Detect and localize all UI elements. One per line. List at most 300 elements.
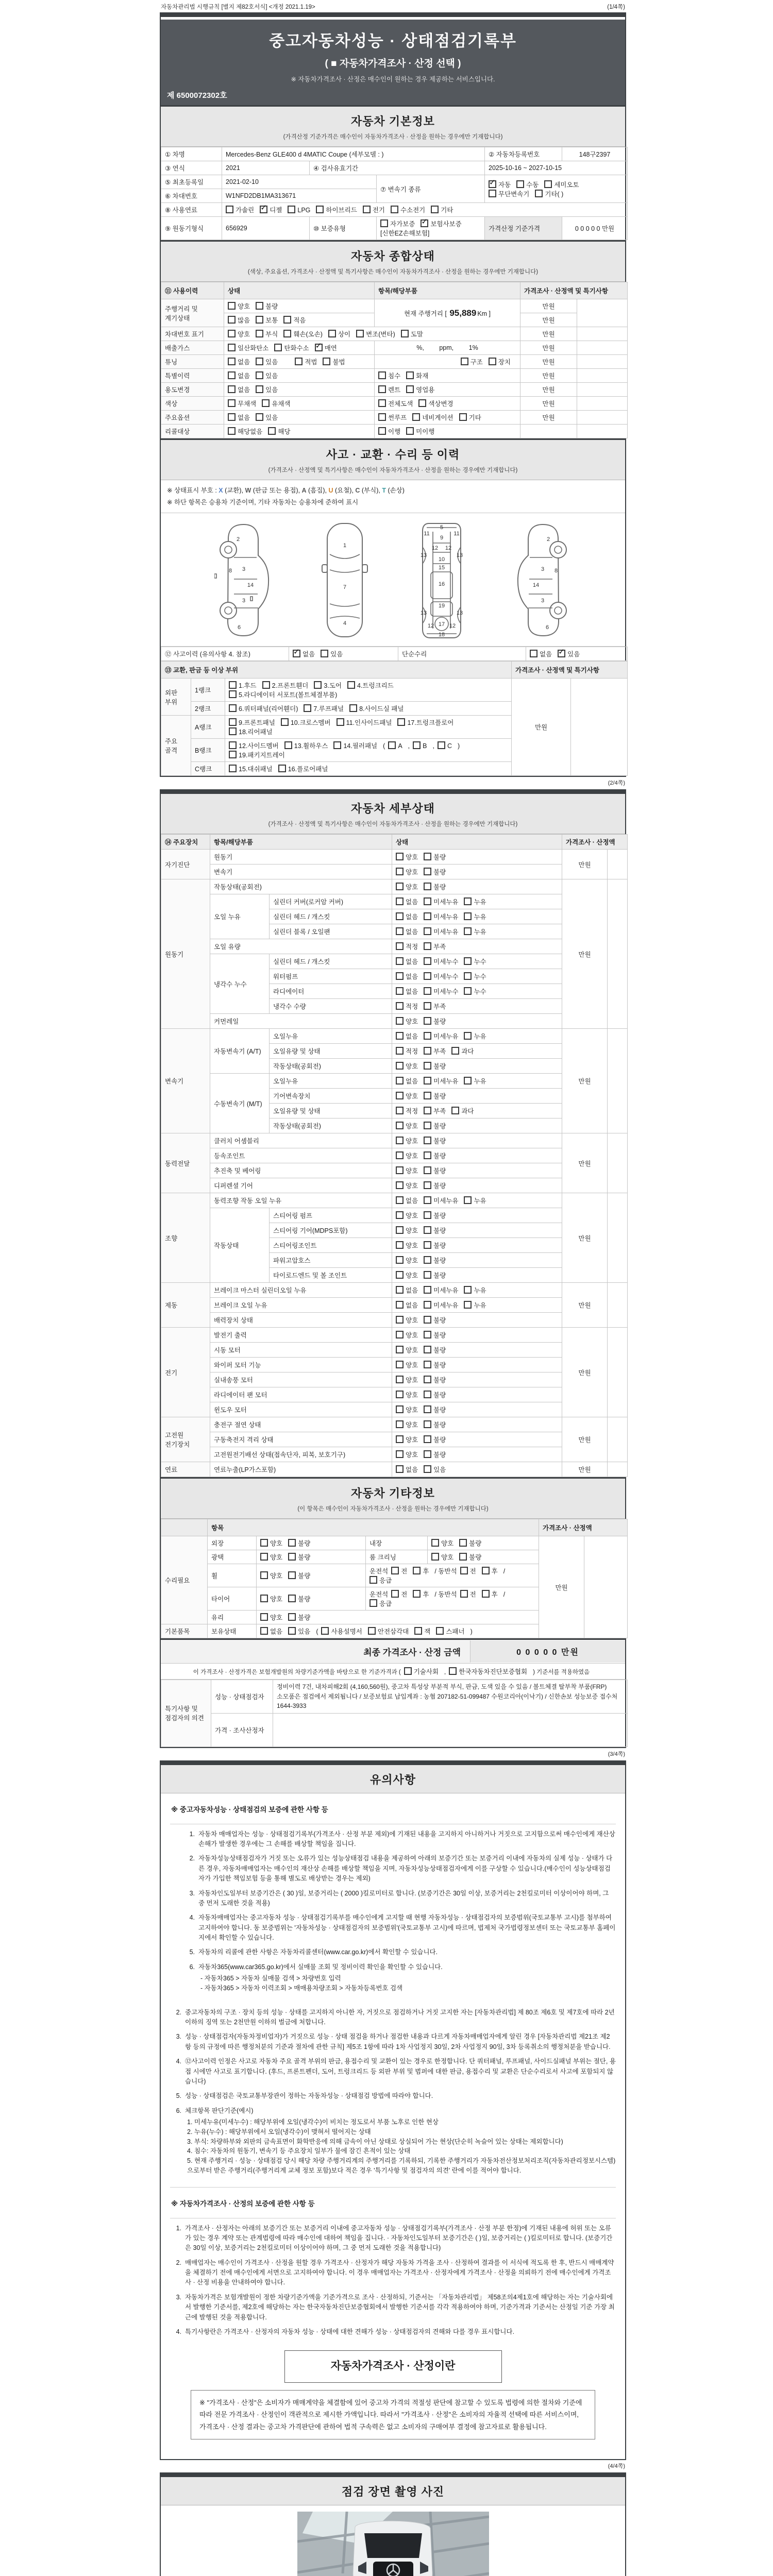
- checkbox[interactable]: 없음: [396, 928, 418, 936]
- checkbox[interactable]: 양호: [396, 884, 418, 891]
- checkbox[interactable]: 양호: [396, 1317, 418, 1324]
- checkbox[interactable]: 부족: [424, 943, 446, 951]
- checkbox[interactable]: 있음: [424, 1466, 446, 1473]
- checkbox[interactable]: 불량: [424, 1421, 446, 1429]
- checkbox[interactable]: 불량: [256, 303, 278, 310]
- checkbox[interactable]: ✓ 디젤: [260, 207, 282, 214]
- table-cell[interactable]: [289, 647, 398, 661]
- checkbox[interactable]: 기술사회: [404, 1669, 439, 1675]
- table-cell[interactable]: [392, 1163, 562, 1178]
- checkbox[interactable]: 불량: [459, 1554, 481, 1561]
- checkbox[interactable]: 장치: [489, 359, 511, 366]
- table-cell[interactable]: [392, 1417, 562, 1432]
- checkbox[interactable]: 불량: [424, 1362, 446, 1369]
- table-cell[interactable]: [392, 1462, 562, 1477]
- checkbox[interactable]: 불량: [424, 1332, 446, 1339]
- table-cell[interactable]: [392, 1059, 562, 1074]
- checkbox[interactable]: 있음: [256, 359, 278, 366]
- checkbox[interactable]: 탄화수소: [274, 345, 309, 352]
- checkbox[interactable]: 잭: [414, 1628, 430, 1635]
- checkbox[interactable]: 후: [482, 1568, 498, 1575]
- checkbox[interactable]: 누유: [464, 1078, 486, 1085]
- checkbox[interactable]: 양호: [396, 1212, 418, 1219]
- table-cell[interactable]: [392, 1104, 562, 1118]
- checkbox[interactable]: 전: [391, 1568, 407, 1575]
- checkbox[interactable]: 한국자동차진단보증협회: [449, 1669, 527, 1675]
- checkbox[interactable]: 없음: [396, 1466, 418, 1473]
- checkbox[interactable]: A: [388, 742, 402, 750]
- checkbox[interactable]: 전: [460, 1568, 476, 1575]
- checkbox[interactable]: 기타: [459, 414, 481, 421]
- checkbox[interactable]: 적정: [396, 943, 418, 951]
- checkbox[interactable]: 없음: [530, 651, 552, 658]
- checkbox[interactable]: 누유: [464, 1287, 486, 1294]
- car-diagram-top[interactable]: [311, 520, 378, 640]
- table-cell[interactable]: [225, 716, 512, 739]
- checkbox[interactable]: 침수: [378, 372, 400, 380]
- checkbox[interactable]: 불량: [424, 1406, 446, 1414]
- table-cell[interactable]: [392, 1298, 562, 1313]
- checkbox[interactable]: 있음: [256, 414, 278, 421]
- checkbox[interactable]: 15.대쉬패널: [229, 766, 273, 773]
- checkbox[interactable]: 불량: [459, 1540, 481, 1547]
- checkbox[interactable]: 후: [413, 1591, 429, 1598]
- checkbox[interactable]: 없음: [396, 913, 418, 921]
- table-cell[interactable]: [392, 1328, 562, 1343]
- checkbox[interactable]: 양호: [396, 1257, 418, 1264]
- checkbox[interactable]: 양호: [396, 1242, 418, 1249]
- table-cell[interactable]: [392, 939, 562, 954]
- table-cell[interactable]: [392, 894, 562, 909]
- table-cell: 현재 주행거리 [ 95,889 Km ]: [375, 299, 520, 327]
- table-cell[interactable]: [392, 1283, 562, 1298]
- inline-text: / 동반석: [434, 1591, 457, 1598]
- checkbox[interactable]: 18.리어패널: [229, 728, 273, 736]
- checkbox[interactable]: 불량: [288, 1596, 310, 1603]
- checkbox[interactable]: 미세누유: [424, 1033, 458, 1040]
- checkbox[interactable]: LPG: [288, 207, 310, 214]
- checkbox[interactable]: 없음: [228, 372, 250, 380]
- table-cell[interactable]: [257, 1536, 366, 1550]
- checkbox[interactable]: 영업용: [406, 386, 434, 394]
- table-cell[interactable]: [392, 850, 562, 865]
- checkbox[interactable]: C: [438, 742, 452, 750]
- checkbox[interactable]: 불량: [424, 1138, 446, 1145]
- table-cell[interactable]: [392, 1387, 562, 1402]
- checkbox[interactable]: ✓자동: [489, 181, 511, 189]
- table-cell[interactable]: [392, 865, 562, 879]
- checkbox[interactable]: 사용설명서: [321, 1628, 362, 1635]
- table-cell[interactable]: [392, 1208, 562, 1223]
- table-cell[interactable]: [392, 1148, 562, 1163]
- checkbox[interactable]: 불량: [424, 854, 446, 861]
- checkbox[interactable]: 불량: [288, 1614, 310, 1621]
- checkbox[interactable]: 양호: [396, 1063, 418, 1070]
- table-cell[interactable]: [392, 1029, 562, 1044]
- checkbox[interactable]: 불량: [288, 1572, 310, 1580]
- checkbox[interactable]: 전기: [363, 207, 385, 214]
- checkbox[interactable]: 일산화탄소: [228, 345, 268, 352]
- table-cell[interactable]: [392, 924, 562, 939]
- checkbox[interactable]: ✓ 없음: [293, 651, 315, 658]
- table-cell[interactable]: [377, 217, 485, 240]
- checkbox[interactable]: 불량: [424, 1242, 446, 1249]
- table-cell[interactable]: [392, 1268, 562, 1283]
- checkbox[interactable]: 유채색: [262, 400, 290, 408]
- checkbox[interactable]: 불량: [424, 1272, 446, 1279]
- checkbox[interactable]: 썬루프: [378, 414, 407, 421]
- checkbox[interactable]: 후: [413, 1568, 429, 1575]
- table-cell[interactable]: [392, 954, 562, 969]
- checkbox[interactable]: 없음: [396, 899, 418, 906]
- table-cell[interactable]: [224, 341, 375, 355]
- checkbox[interactable]: 양호: [228, 331, 250, 338]
- checkbox[interactable]: 양호: [260, 1596, 282, 1603]
- checkbox[interactable]: 있음: [256, 372, 278, 380]
- table-cell[interactable]: [257, 1587, 366, 1611]
- checkbox[interactable]: 응급: [369, 1577, 392, 1584]
- checkbox[interactable]: 16.플로어패널: [278, 766, 328, 773]
- checkbox[interactable]: 양호: [396, 1093, 418, 1100]
- checkbox[interactable]: 누유: [464, 1033, 486, 1040]
- checkbox[interactable]: 양호: [396, 1018, 418, 1025]
- checkbox[interactable]: 수동: [516, 181, 539, 189]
- checkbox[interactable]: 수소전기: [391, 207, 425, 214]
- checkbox[interactable]: 해당: [268, 428, 290, 435]
- table-cell[interactable]: [224, 313, 375, 327]
- checkbox[interactable]: 7.루프패널: [304, 705, 344, 713]
- car-diagram-side-right[interactable]: [505, 520, 572, 640]
- table-cell[interactable]: [392, 1133, 562, 1148]
- checkbox[interactable]: 자가보증: [380, 221, 415, 228]
- checkbox[interactable]: 불량: [424, 1182, 446, 1190]
- checkbox[interactable]: B: [413, 742, 427, 750]
- checkbox[interactable]: 미세누유: [424, 899, 458, 906]
- table-cell[interactable]: [257, 1611, 539, 1624]
- checkbox[interactable]: 전: [460, 1591, 476, 1598]
- checkbox[interactable]: 불량: [424, 1257, 446, 1264]
- checkbox[interactable]: 기타: [431, 207, 453, 214]
- checkbox[interactable]: 양호: [228, 303, 250, 310]
- checkbox[interactable]: 미세누수: [424, 973, 458, 980]
- checkbox[interactable]: 과다: [451, 1048, 474, 1055]
- checkbox[interactable]: 양호: [396, 1332, 418, 1339]
- checkbox[interactable]: 누유: [464, 913, 486, 921]
- document-title: 중고자동차성능 · 상태점검기록부: [269, 32, 517, 50]
- table-cell[interactable]: [392, 1238, 562, 1253]
- checkbox[interactable]: 네비게이션: [412, 414, 453, 421]
- checkbox[interactable]: 구조: [461, 359, 483, 366]
- checkbox[interactable]: 불량: [424, 1227, 446, 1234]
- checkbox[interactable]: 부족: [424, 1048, 446, 1055]
- checkbox[interactable]: 스패너: [436, 1628, 464, 1635]
- table-cell[interactable]: [375, 369, 520, 383]
- checkbox[interactable]: 불법: [323, 359, 345, 366]
- table-cell[interactable]: [225, 702, 512, 716]
- table-cell[interactable]: [224, 369, 375, 383]
- table-cell[interactable]: [224, 383, 375, 397]
- checkbox[interactable]: ✓ 있음: [558, 651, 580, 658]
- table-cell[interactable]: [375, 425, 520, 438]
- table-cell[interactable]: [225, 762, 512, 776]
- checkbox[interactable]: 양호: [396, 1392, 418, 1399]
- checkbox[interactable]: 양호: [396, 854, 418, 861]
- checkbox[interactable]: 미세누수: [424, 988, 458, 995]
- checkbox[interactable]: 양호: [396, 1362, 418, 1369]
- table-cell[interactable]: [224, 327, 520, 341]
- checkbox[interactable]: 해당없음: [228, 428, 262, 435]
- checkbox[interactable]: 불량: [424, 1167, 446, 1175]
- table-cell[interactable]: [222, 203, 628, 217]
- table-cell[interactable]: [375, 383, 520, 397]
- car-diagram-underbody[interactable]: [408, 520, 475, 640]
- checkbox[interactable]: 불량: [424, 1123, 446, 1130]
- checkbox[interactable]: 미세누유: [424, 1287, 458, 1294]
- checkbox[interactable]: 19.패키지트레이: [229, 752, 285, 759]
- checkbox[interactable]: 훼손(오손): [283, 331, 323, 338]
- checkbox[interactable]: 양호: [396, 1138, 418, 1145]
- checkbox[interactable]: 14.필러패널: [333, 742, 377, 750]
- checkbox[interactable]: 적정: [396, 1108, 418, 1115]
- checkbox[interactable]: 불량: [424, 1317, 446, 1324]
- checkbox[interactable]: 양호: [396, 1182, 418, 1190]
- checkbox[interactable]: 부족: [424, 1108, 446, 1115]
- table-cell[interactable]: [392, 909, 562, 924]
- checkbox[interactable]: 양호: [396, 1123, 418, 1130]
- table-cell[interactable]: [392, 1178, 562, 1193]
- checkbox[interactable]: 응급: [369, 1600, 392, 1607]
- checkbox[interactable]: 양호: [260, 1614, 282, 1621]
- checkbox[interactable]: 없음: [228, 386, 250, 394]
- checkbox[interactable]: 9.프론트패널: [229, 719, 275, 726]
- checkbox[interactable]: 양호: [396, 1153, 418, 1160]
- checkbox[interactable]: 있음: [256, 386, 278, 394]
- checkbox[interactable]: 양호: [260, 1540, 282, 1547]
- checkbox[interactable]: 미세누유: [424, 1078, 458, 1085]
- table-cell[interactable]: [392, 1014, 562, 1029]
- checkbox[interactable]: 부식: [256, 331, 278, 338]
- checkbox[interactable]: 17.트렁크플로어: [397, 719, 453, 726]
- checkbox[interactable]: 색상변경: [418, 400, 453, 408]
- checkbox[interactable]: 없음: [396, 1078, 418, 1085]
- checkbox[interactable]: 불량: [424, 1392, 446, 1399]
- table-cell[interactable]: [225, 739, 512, 762]
- table-cell[interactable]: [428, 1536, 539, 1550]
- table-cell[interactable]: [392, 999, 562, 1014]
- checkbox[interactable]: 3.도어: [314, 682, 342, 689]
- checkbox[interactable]: 미세누유: [424, 1197, 458, 1205]
- checkbox[interactable]: 불량: [288, 1554, 310, 1561]
- checkbox[interactable]: 불량: [424, 1153, 446, 1160]
- checkbox[interactable]: 무채색: [228, 400, 256, 408]
- checkbox[interactable]: 렌트: [378, 386, 400, 394]
- checkbox[interactable]: 후: [482, 1591, 498, 1598]
- checkbox[interactable]: 누수: [464, 988, 486, 995]
- table-cell[interactable]: [257, 1550, 366, 1564]
- checkbox[interactable]: 양호: [260, 1572, 282, 1580]
- checkbox[interactable]: 누유: [464, 928, 486, 936]
- checkbox[interactable]: 13.휠하우스: [284, 742, 328, 750]
- table-cell[interactable]: [485, 175, 628, 203]
- checkbox[interactable]: 불량: [424, 1018, 446, 1025]
- table-cell[interactable]: [392, 1253, 562, 1268]
- checkbox[interactable]: 양호: [431, 1554, 453, 1561]
- checkbox[interactable]: 양호: [396, 1406, 418, 1414]
- checkbox[interactable]: 누수: [464, 958, 486, 965]
- checkbox[interactable]: 있음: [288, 1628, 310, 1635]
- checkbox[interactable]: 없음: [396, 1197, 418, 1205]
- checkbox[interactable]: 불량: [424, 1063, 446, 1070]
- checkbox[interactable]: 양호: [396, 1436, 418, 1444]
- checkbox[interactable]: 양호: [396, 1227, 418, 1234]
- checkbox[interactable]: 11.인사이드패널: [337, 719, 392, 726]
- checkbox[interactable]: 1.후드: [229, 682, 257, 689]
- checkbox[interactable]: 없음: [396, 1287, 418, 1294]
- checkbox[interactable]: 양호: [396, 1272, 418, 1279]
- checkbox[interactable]: 없음: [228, 359, 250, 366]
- table-cell[interactable]: [224, 299, 375, 313]
- checkbox[interactable]: 하이브리드: [316, 207, 357, 214]
- table-cell[interactable]: [392, 1223, 562, 1238]
- checkbox[interactable]: 가솔린: [226, 207, 254, 214]
- checkbox[interactable]: 상이: [328, 331, 350, 338]
- checkbox[interactable]: 미세누유: [424, 913, 458, 921]
- checkbox[interactable]: 적정: [396, 1003, 418, 1010]
- checkbox[interactable]: 4.트렁크리드: [347, 682, 394, 689]
- checkbox[interactable]: 과다: [451, 1108, 474, 1115]
- table-cell: 만원: [562, 1193, 608, 1283]
- checkbox[interactable]: 불량: [424, 1377, 446, 1384]
- final-price-value: 0 0 0 0 0 만원: [470, 1640, 625, 1663]
- checkbox[interactable]: 6.쿼터패널(리어휀더): [229, 705, 298, 713]
- table-cell[interactable]: [392, 1402, 562, 1417]
- checkbox[interactable]: 적음: [283, 317, 306, 324]
- table-cell[interactable]: [392, 1358, 562, 1372]
- table-cell[interactable]: [392, 1432, 562, 1447]
- table-cell[interactable]: [392, 1074, 562, 1089]
- checkbox[interactable]: 없음: [396, 973, 418, 980]
- table-cell: 동력전달: [161, 1133, 210, 1193]
- checkbox[interactable]: 무단변속기: [489, 191, 529, 198]
- checkbox[interactable]: 불량: [288, 1540, 310, 1547]
- table-cell[interactable]: [375, 397, 520, 411]
- checkbox[interactable]: 불량: [424, 1212, 446, 1219]
- table-cell[interactable]: [392, 1089, 562, 1104]
- checkbox[interactable]: 누유: [464, 1197, 486, 1205]
- checkbox[interactable]: 불량: [424, 1347, 446, 1354]
- checkbox[interactable]: 미세누유: [424, 1302, 458, 1309]
- checkbox[interactable]: 없음: [396, 1302, 418, 1309]
- checkbox[interactable]: 기타( ): [535, 191, 563, 198]
- car-diagram-side-left[interactable]: [214, 520, 281, 640]
- table-cell[interactable]: [392, 1044, 562, 1059]
- checkbox[interactable]: 8.사이드실 패널: [349, 705, 404, 713]
- checkbox[interactable]: 없음: [396, 988, 418, 995]
- checkbox[interactable]: 10.크로스멤버: [281, 719, 331, 726]
- checkbox[interactable]: 있음: [321, 651, 343, 658]
- checkbox[interactable]: ✓ 보험사보증: [421, 221, 461, 228]
- table-cell[interactable]: [224, 355, 375, 369]
- table-cell[interactable]: [375, 355, 520, 369]
- checkbox[interactable]: 없음: [396, 1033, 418, 1040]
- checkbox[interactable]: 많음: [228, 317, 250, 324]
- table-cell[interactable]: [375, 411, 520, 425]
- table-cell[interactable]: [225, 679, 512, 702]
- checkbox[interactable]: 전체도색: [378, 400, 413, 408]
- table-cell[interactable]: [392, 1343, 562, 1358]
- page-2: [160, 789, 626, 1748]
- checkbox[interactable]: 불량: [424, 869, 446, 876]
- checkbox[interactable]: 부족: [424, 1003, 446, 1010]
- table-cell[interactable]: [428, 1550, 539, 1564]
- checkbox[interactable]: 이행: [378, 428, 400, 435]
- checkbox[interactable]: 안전삼각대: [368, 1628, 409, 1635]
- checkbox[interactable]: 불량: [424, 1093, 446, 1100]
- checkbox[interactable]: 변조(변타): [356, 331, 395, 338]
- checkbox[interactable]: 양호: [260, 1554, 282, 1561]
- checkbox[interactable]: 없음: [396, 958, 418, 965]
- table-cell[interactable]: [392, 879, 562, 894]
- checkbox[interactable]: 양호: [396, 869, 418, 876]
- checkbox[interactable]: 누유: [464, 899, 486, 906]
- table-cell[interactable]: [224, 397, 375, 411]
- table-cell[interactable]: [392, 984, 562, 999]
- checkbox[interactable]: 적법: [295, 359, 317, 366]
- checkbox[interactable]: 양호: [396, 1347, 418, 1354]
- checkbox[interactable]: 양호: [396, 1421, 418, 1429]
- table-cell[interactable]: [392, 1447, 562, 1462]
- checkbox[interactable]: 도말: [401, 331, 423, 338]
- checkbox[interactable]: 세미오토: [544, 181, 579, 189]
- checkbox[interactable]: 미이행: [406, 428, 434, 435]
- checkbox[interactable]: 12.사이드멤버: [229, 742, 279, 750]
- checkbox[interactable]: 누수: [464, 973, 486, 980]
- table-cell[interactable]: [392, 1372, 562, 1387]
- checkbox[interactable]: ✓ 매연: [315, 345, 337, 352]
- checkbox[interactable]: 5.라디에이터 서포트(볼트체결부품): [229, 691, 337, 699]
- table-cell[interactable]: [366, 1564, 539, 1587]
- checkbox[interactable]: 양호: [396, 1377, 418, 1384]
- checkbox[interactable]: 없음: [260, 1628, 282, 1635]
- table-cell[interactable]: [526, 647, 628, 661]
- table-cell[interactable]: [392, 1313, 562, 1328]
- checkbox[interactable]: 불량: [424, 1451, 446, 1459]
- table-cell[interactable]: [392, 969, 562, 984]
- checkbox[interactable]: 화재: [406, 372, 428, 380]
- checkbox[interactable]: 보통: [256, 317, 278, 324]
- checkbox[interactable]: 미세누유: [424, 928, 458, 936]
- checkbox[interactable]: 없음: [228, 414, 250, 421]
- checkbox[interactable]: 2.프론트휀더: [262, 682, 309, 689]
- table-cell[interactable]: [224, 425, 375, 438]
- checkbox[interactable]: 불량: [424, 884, 446, 891]
- checkbox[interactable]: 전: [391, 1591, 407, 1598]
- checkbox[interactable]: 양호: [431, 1540, 453, 1547]
- table-cell[interactable]: [224, 411, 375, 425]
- checkbox[interactable]: 불량: [424, 1436, 446, 1444]
- checkbox[interactable]: 적정: [396, 1048, 418, 1055]
- inspection-photo-front[interactable]: [161, 2505, 625, 2576]
- checkbox[interactable]: 양호: [396, 1167, 418, 1175]
- checkbox[interactable]: 미세누수: [424, 958, 458, 965]
- table-cell[interactable]: [392, 1193, 562, 1208]
- table-cell[interactable]: [257, 1564, 366, 1587]
- checkbox[interactable]: 누유: [464, 1302, 486, 1309]
- checkbox[interactable]: 양호: [396, 1451, 418, 1459]
- table-cell[interactable]: [392, 1118, 562, 1133]
- table-cell[interactable]: [257, 1624, 539, 1638]
- table-cell[interactable]: [366, 1587, 539, 1611]
